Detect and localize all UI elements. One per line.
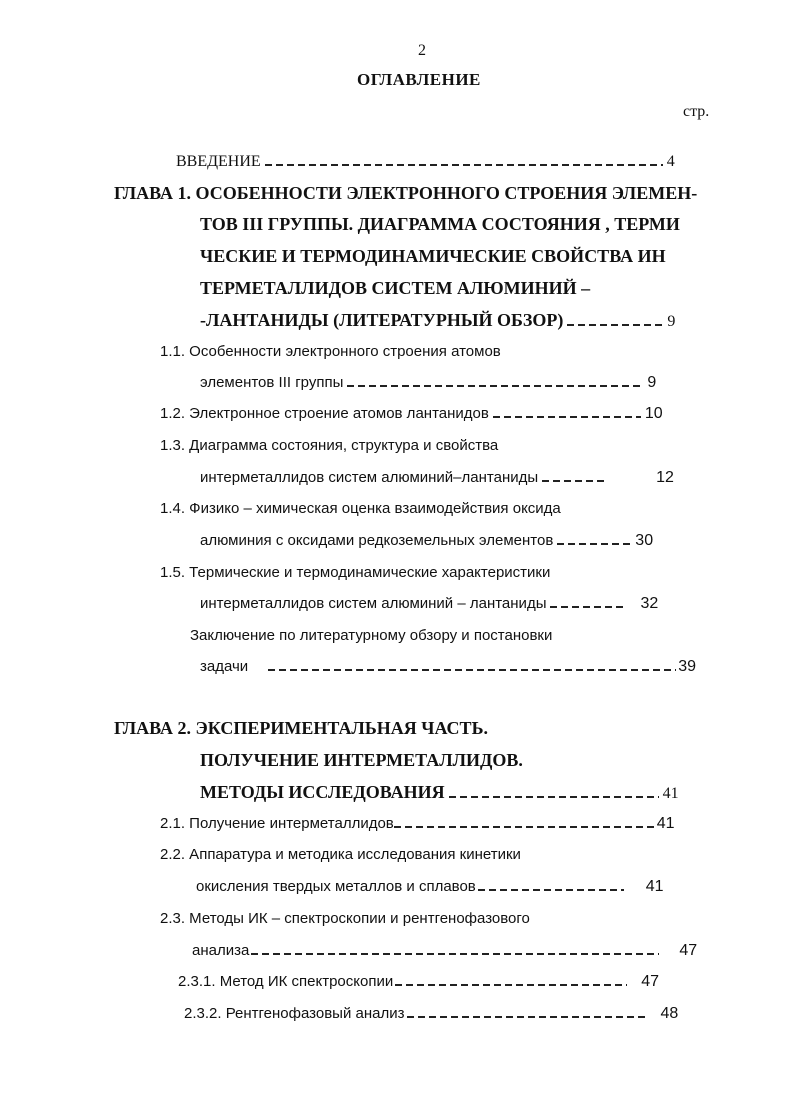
toc-entry-intro[interactable] bbox=[176, 153, 704, 171]
dot-leader bbox=[394, 826, 656, 828]
toc-entry-1-5[interactable] bbox=[200, 595, 706, 613]
page-column-label: стр. bbox=[683, 103, 710, 120]
toc-entry-1-1[interactable] bbox=[200, 374, 704, 392]
chapter1-line3: ЧЕСКИЕ И ТЕРМОДИНАМИЧЕСКИЕ СВОЙСТВА ИН bbox=[200, 246, 666, 266]
toc-entry-page: 41 bbox=[656, 815, 675, 832]
dot-leader bbox=[493, 416, 641, 418]
dot-leader bbox=[449, 796, 659, 798]
toc-entry-1-4-line1[interactable]: 1.4. Физико – химическая оценка взаимодействия оксида bbox=[160, 500, 561, 517]
toc-entry-2-1[interactable] bbox=[160, 815, 708, 833]
dot-leader bbox=[478, 889, 624, 891]
toc-entry-label: элементов III группы bbox=[200, 374, 344, 391]
toc-entry-page: 4 bbox=[666, 153, 675, 170]
chapter1-line5: -ЛАНТАНИДЫ (ЛИТЕРАТУРНЫЙ ОБЗОР) bbox=[200, 310, 564, 330]
dot-leader bbox=[542, 480, 604, 482]
toc-entry-1-5-line1[interactable]: 1.5. Термические и термодинамические характеристики bbox=[160, 564, 551, 581]
toc-entry-page: 47 bbox=[679, 942, 698, 959]
toc-entry-1-3[interactable] bbox=[200, 469, 708, 487]
chapter1-line2: ТОВ III ГРУППЫ. ДИАГРАММА СОСТОЯНИЯ , ТЕРМИ bbox=[200, 214, 680, 234]
toc-entry-1-3-line1[interactable]: 1.3. Диаграмма состояния, структура и свойства bbox=[160, 437, 499, 454]
toc-entry-label: 2.3.2. Рентгенофазовый анализ bbox=[184, 1005, 405, 1022]
toc-entry-page: 9 bbox=[667, 313, 676, 330]
dot-leader bbox=[567, 324, 663, 326]
toc-entry-2-3-line1[interactable]: 2.3. Методы ИК – спектроскопии и рентгенофазового bbox=[160, 910, 530, 927]
dot-leader bbox=[557, 543, 631, 545]
toc-entry-chapter2[interactable] bbox=[200, 782, 708, 803]
toc-entry-label: интерметаллидов систем алюминий–лантаниды bbox=[200, 469, 539, 486]
toc-entry-page: 32 bbox=[640, 595, 659, 612]
chapter2-line3: МЕТОДЫ ИССЛЕДОВАНИЯ bbox=[200, 782, 445, 802]
dot-leader bbox=[347, 385, 643, 387]
toc-entry-conclusion-line1[interactable]: Заключение по литературному обзору и постановки bbox=[190, 627, 553, 644]
toc-entry-conclusion[interactable] bbox=[200, 658, 706, 676]
toc-entry-label: алюминия с оксидами редкоземельных элементов bbox=[200, 532, 554, 549]
toc-entry-2-3-1[interactable] bbox=[178, 973, 710, 991]
toc-entry-page: 30 bbox=[635, 532, 654, 549]
toc-entry-1-4[interactable] bbox=[200, 532, 706, 550]
toc-entry-1-1-line1[interactable]: 1.1. Особенности электронного строения атомов bbox=[160, 343, 501, 360]
chapter1-line4: ТЕРМЕТАЛЛИДОВ СИСТЕМ АЛЮМИНИЙ – bbox=[200, 278, 591, 298]
dot-leader bbox=[395, 984, 627, 986]
dot-leader bbox=[265, 164, 663, 166]
toc-entry-label: задачи bbox=[200, 658, 249, 675]
dot-leader bbox=[251, 953, 659, 955]
chapter2-line1[interactable]: ГЛАВА 2. ЭКСПЕРИМЕНТАЛЬНАЯ ЧАСТЬ. bbox=[114, 718, 488, 738]
toc-entry-2-3-2[interactable] bbox=[184, 1005, 712, 1023]
toc-entry-label: интерметаллидов систем алюминий – лантаниды bbox=[200, 595, 547, 612]
toc-entry-page: 10 bbox=[644, 405, 663, 422]
dot-leader bbox=[407, 1016, 649, 1018]
toc-entry-page: 39 bbox=[678, 658, 696, 675]
toc-entry-1-2[interactable] bbox=[160, 405, 708, 423]
toc-entry-label: 2.3.1. Метод ИК спектроскопии bbox=[178, 973, 394, 990]
toc-entry-page: 41 bbox=[645, 878, 664, 895]
toc-entry-label: 2.1. Получение интерметаллидов bbox=[160, 815, 394, 832]
toc-entry-page: 12 bbox=[656, 469, 674, 486]
toc-entry-label: анализа bbox=[192, 942, 250, 959]
toc-entry-page: 47 bbox=[641, 973, 660, 990]
dot-leader bbox=[268, 669, 676, 671]
page-number: 2 bbox=[418, 42, 426, 59]
toc-entry-label: 1.2. Электронное строение атомов лантанидов bbox=[160, 405, 489, 422]
toc-entry-2-2-line1[interactable]: 2.2. Аппаратура и методика исследования кинетики bbox=[160, 846, 521, 863]
dot-leader bbox=[550, 606, 624, 608]
chapter2-line2: ПОЛУЧЕНИЕ ИНТЕРМЕТАЛЛИДОВ. bbox=[200, 750, 523, 770]
toc-entry-page: 9 bbox=[647, 374, 657, 391]
toc-entry-2-3[interactable] bbox=[192, 942, 708, 960]
page-title: ОГЛАВЛЕНИЕ bbox=[357, 70, 481, 89]
toc-entry-chapter1[interactable] bbox=[200, 310, 710, 331]
toc-entry-page: 41 bbox=[662, 785, 679, 802]
toc-entry-label: окисления твердых металлов и сплавов bbox=[196, 878, 476, 895]
toc-entry-2-2[interactable] bbox=[196, 878, 708, 896]
chapter1-line1[interactable]: ГЛАВА 1. ОСОБЕННОСТИ ЭЛЕКТРОННОГО СТРОЕНИЯ ЭЛЕМЕН- bbox=[114, 183, 698, 203]
toc-entry-page: 48 bbox=[660, 1005, 679, 1022]
toc-entry-label: ВВЕДЕНИЕ bbox=[176, 153, 261, 170]
